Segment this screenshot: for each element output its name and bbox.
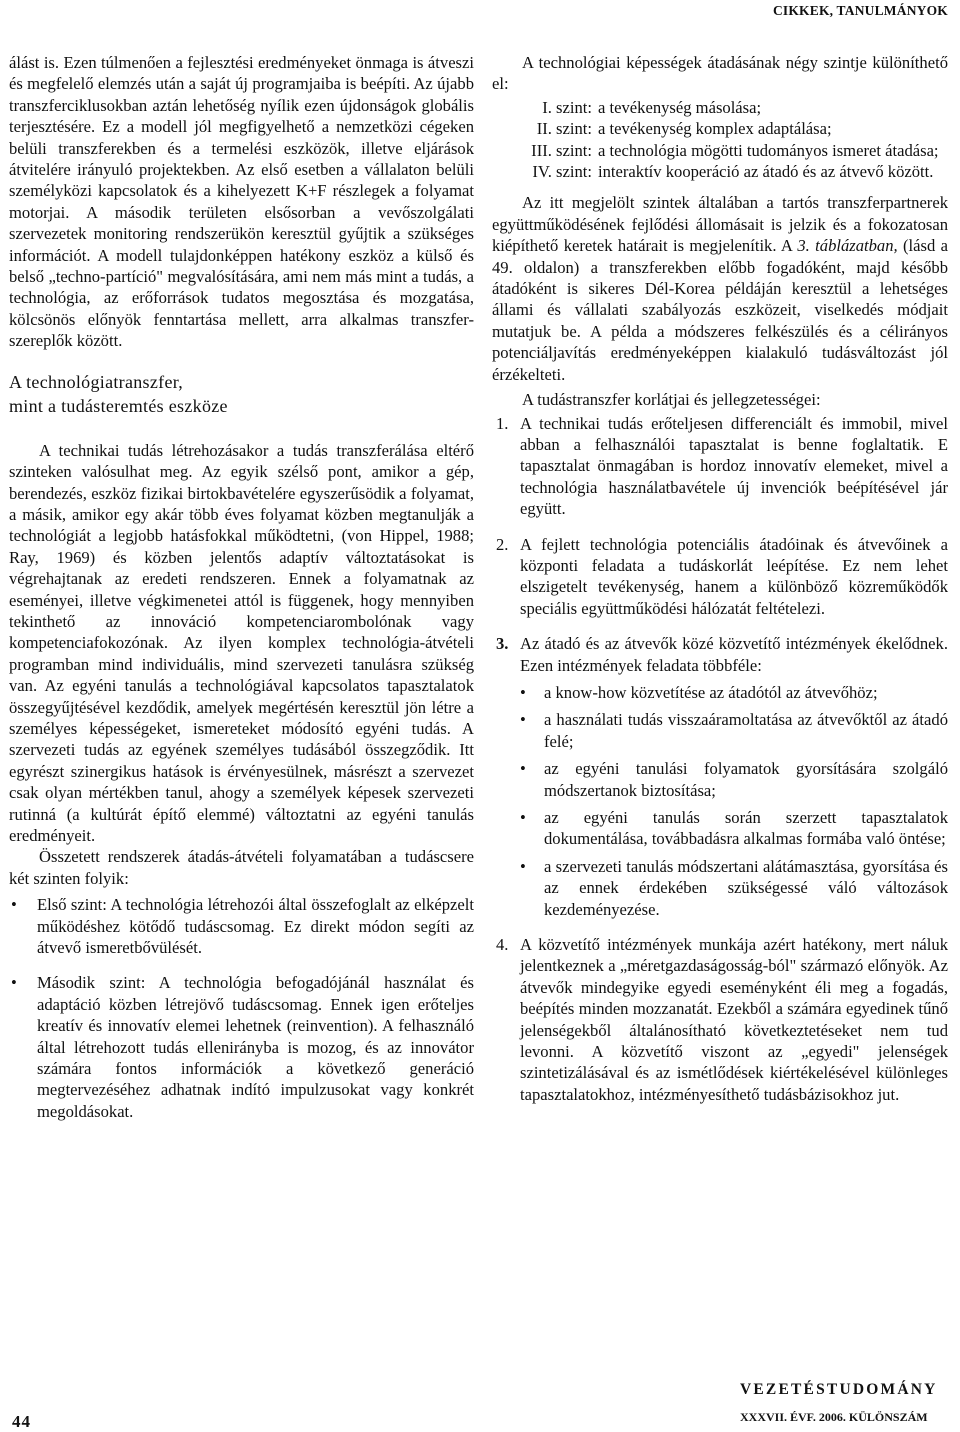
item-number: 1.	[496, 413, 509, 433]
level-label: II. szint:	[536, 119, 592, 139]
level-label: IV. szint:	[532, 162, 592, 182]
level-list	[492, 97, 948, 183]
bullet-marker: •	[520, 682, 526, 702]
bullet-item	[9, 972, 474, 1122]
sub-bullet-text: az egyéni tanulás során szerzett tapasztalatok dokumentálása, továbbadásra alkalmas formába való öntése;	[544, 808, 948, 849]
item-text: Az átadó és az átvevők közé közvetítő intézmények ékelődnek. Ezen intézmények feladata többféle:	[520, 634, 948, 675]
paragraph: álást is. Ezen túlmenően a fejlesztési eredményeket önmaga is átveszi és megfelelő elemzés után a saját új programjaiba is beépíti. Az újabb transzferciklusokban aztán lehetőség nyílik ezen újdonságok globális terjesztésére. Ez a modell jól megfigyelhető a nemzetközi cégeken belüli transzferekben és a termelési eszközök, illetve eljárások átvitelére irányuló projektekben. Az első esetben a vállalaton belüli személyközi kapcsolatok és a kihelyezett K+F részlegek a folyamat motorjai. A második területen elsősorban a vevőszolgálati szervezetek monitoring rendszerükön keresztül gyűjtik a szükséges információt. A modell tulajdonképpen hatékony eszköz a külső és belső „techno-partíció" megvalósítására, ami nem más mint a tudás, a technológia, az erőforrások tudatos megosztása és mozgatása, kölcsönös előnyök fenntartása mellett, arra alkalmas transzfer-szereplők között.	[9, 53, 474, 351]
bullet-text: Első szint: A technológia létrehozói által összefoglalt az elképzelt működéshez kötődő tudáscsomag. Ez direkt módon segíti az átvevő ismeretbővülését.	[37, 895, 474, 958]
bullet-marker: •	[520, 759, 526, 779]
sub-bullet-item	[492, 682, 948, 703]
numbered-item	[492, 934, 948, 1105]
paragraph: A tudástranszfer korlátjai és jellegzetességei:	[522, 390, 821, 410]
level-item	[492, 140, 948, 161]
item-text: A fejlett technológia potenciális átadóinak és átvevőinek a központi feladata a tudáskorlát leépítése. Ez nem lehet elszigetelt tevékenység, hanem a különböző közreműködők speciális együttműködési hálózatát feltételezi.	[520, 534, 948, 618]
sub-bullet-item	[492, 807, 948, 850]
level-text: a tevékenység másolása;	[598, 97, 762, 117]
level-text: interaktív kooperáció az átadó és az átvevő között.	[598, 162, 934, 182]
paragraph: A technológiai képességek átadásának négy szintje különíthető el:	[492, 53, 948, 94]
paragraph: Összetett rendszerek átadás-átvételi folyamatában a tudáscsere két szinten folyik:	[9, 847, 474, 888]
level-label: I. szint:	[542, 97, 592, 117]
journal-title: VEZETÉSTUDOMÁNY	[740, 1381, 938, 1398]
level-text: a technológia mögötti tudományos ismeret átadása;	[598, 140, 939, 160]
level-item	[492, 118, 948, 139]
level-item	[492, 161, 948, 182]
numbered-item	[492, 413, 948, 520]
sub-bullet-item	[492, 758, 948, 801]
paragraph: A technikai tudás létrehozásakor a tudás transzferálása eltérő szinteken valósulhat meg. Az egyik szélső pont, amikor a gép, berendezés, eszköz fizikai birtokbavételére egyszerűsödik a folyamat, a másik, amikor egy akár több éves folyamat közben megtanulják a technológiát a legjobb hatásfokkal működtetni, (von Hippel, 1988; Ray, 1969) és közben jelentős adaptív változtatásokat is végrehajtanak az eredeti rendszeren. Ennek a folyamatnak az eseményei, illetve végkimenetei attól is függenek, hogy mennyiben tekinthető az innováció kompetenciarombolónak vagy kompetenciafokozónak. Az ilyen komplex technológia-átvételi programban mind individuális, mind szervezeti tanulásra szükség van. Az egyéni tanulás a technológiával kapcsolatos tapasztalatok összegyűjtésével kezdődik, amelyek megértésén keresztül jön létre a személyes képességeket, ismereteket módosító egyéni tudás. A szervezeti tudás az egyének személyes tudásából összegződik. Itt egyrészt szinergikus hatások is érvényesülnek, másrészt a szervezet csak olyan mértékben tanul, ahogy a személyek képesek szervezeti rutinná (a kultúrát építő elemmé) változtatni az egyéni tanulás eredményeit.	[9, 440, 474, 845]
bullet-marker: •	[520, 808, 526, 827]
section-title-line-2: mint a tudásteremtés eszköze	[9, 395, 228, 416]
item-number: 2.	[496, 534, 509, 554]
item-text: A technikai tudás erőteljesen differenciált és immobil, mivel abban a felhasználói tapasztalat is benne foglaltatik. E tapasztalat önmagában is hordoz innovatív elemeket, mivel a technológia használatbavétele új invenciók beépítésével jár együtt.	[520, 413, 948, 519]
sub-bullet-item	[492, 709, 948, 752]
right-column	[492, 52, 948, 1105]
paragraph-text: Az itt megjelölt szintek általában a tartós transzferpartnerek együttműködésének fejlődési állomásait is jelzik és a fokozatosan kiépíthető keretek határait is megjelenítik. A	[492, 193, 948, 256]
sub-bullet-text: az egyéni tanulási folyamatok gyorsítására szolgáló módszertanok biztosítása;	[544, 759, 948, 800]
level-item	[492, 97, 948, 118]
table-reference: 3. táblázatban,	[797, 236, 898, 256]
numbered-item	[492, 534, 948, 620]
sub-bullet-text: a szervezeti tanulás módszertani alátámasztása, gyorsítása és az ennek érdekében szükségessé váló változások kezdeményezése.	[544, 856, 948, 919]
section-title-line-1: A technológiatranszfer,	[9, 371, 184, 392]
issue-info: XXXVII. ÉVF. 2006. KÜLÖNSZÁM	[740, 1410, 928, 1424]
item-text: A közvetítő intézmények munkája azért hatékony, mert náluk jelentkeznek a „méretgazdaságosság-ból" származó előnyök. Az átvevők mindegyike egyedi eseményként éli meg a fogadás, beépítés minden mozzanatát. Ezekből a számára egyedinek tűnő jelenségekből általánosítható következtetéseket nem tud levonni. A közvetítő viszont az „egyedi" jelenségek szintetizálásával és az ismétlődések kiértékelésével különleges tapasztalatokhoz, intézményesíthető tudásbázisokhoz jut.	[520, 935, 948, 1104]
paragraph-text: (lásd a 49. oldalon) a transzferekben előbb fogadóként, majd később átadóként is sikeres Dél-Korea példáján keresztül a lehetséges állami és vállalati szabályozás eszközeit, viselkedés módjait mutatjuk be. A példa a módszeres felkészülés és a célirányos potenciáljavítás eredményeképpen kialakuló tudásváltozást jól érzékelteti.	[492, 236, 948, 384]
sub-bullet-text: a know-how közvetítése az átadótól az átvevőhöz;	[544, 682, 878, 702]
level-text: a tevékenység komplex adaptálása;	[598, 119, 832, 139]
level-label: III. szint:	[531, 140, 592, 160]
bullet-marker: •	[11, 895, 17, 915]
page-number: 44	[12, 1412, 31, 1431]
sub-bullet-text: a használati tudás visszaáramoltatása az átvevőktől az átadó felé;	[544, 710, 948, 751]
sub-bullet-item	[492, 856, 948, 920]
bullet-marker: •	[520, 856, 526, 876]
item-number: 3.	[496, 634, 509, 654]
bullet-marker: •	[11, 973, 17, 993]
paragraph	[492, 192, 948, 385]
bullet-text: Második szint: A technológia befogadójánál használat és adaptáció közben létrejövő tudáscsomag. Ennek igen erőteljes kreatív és innovatív elemei lehetnek (reinvention). A felhasználó által létrehozott tudás ellenirányba is mozog, és az innovátor számára fontos információk a következő generáció megtervezéséhez adhatnak indító impulzusokat vagy konkrét megoldásokat.	[37, 973, 474, 1121]
item-number: 4.	[496, 935, 509, 955]
running-header: CIKKEK, TANULMÁNYOK	[772, 3, 948, 18]
numbered-item	[492, 633, 948, 676]
bullet-marker: •	[520, 710, 526, 730]
bullet-item	[9, 894, 474, 958]
left-column	[9, 52, 474, 1122]
section-title	[9, 370, 474, 418]
